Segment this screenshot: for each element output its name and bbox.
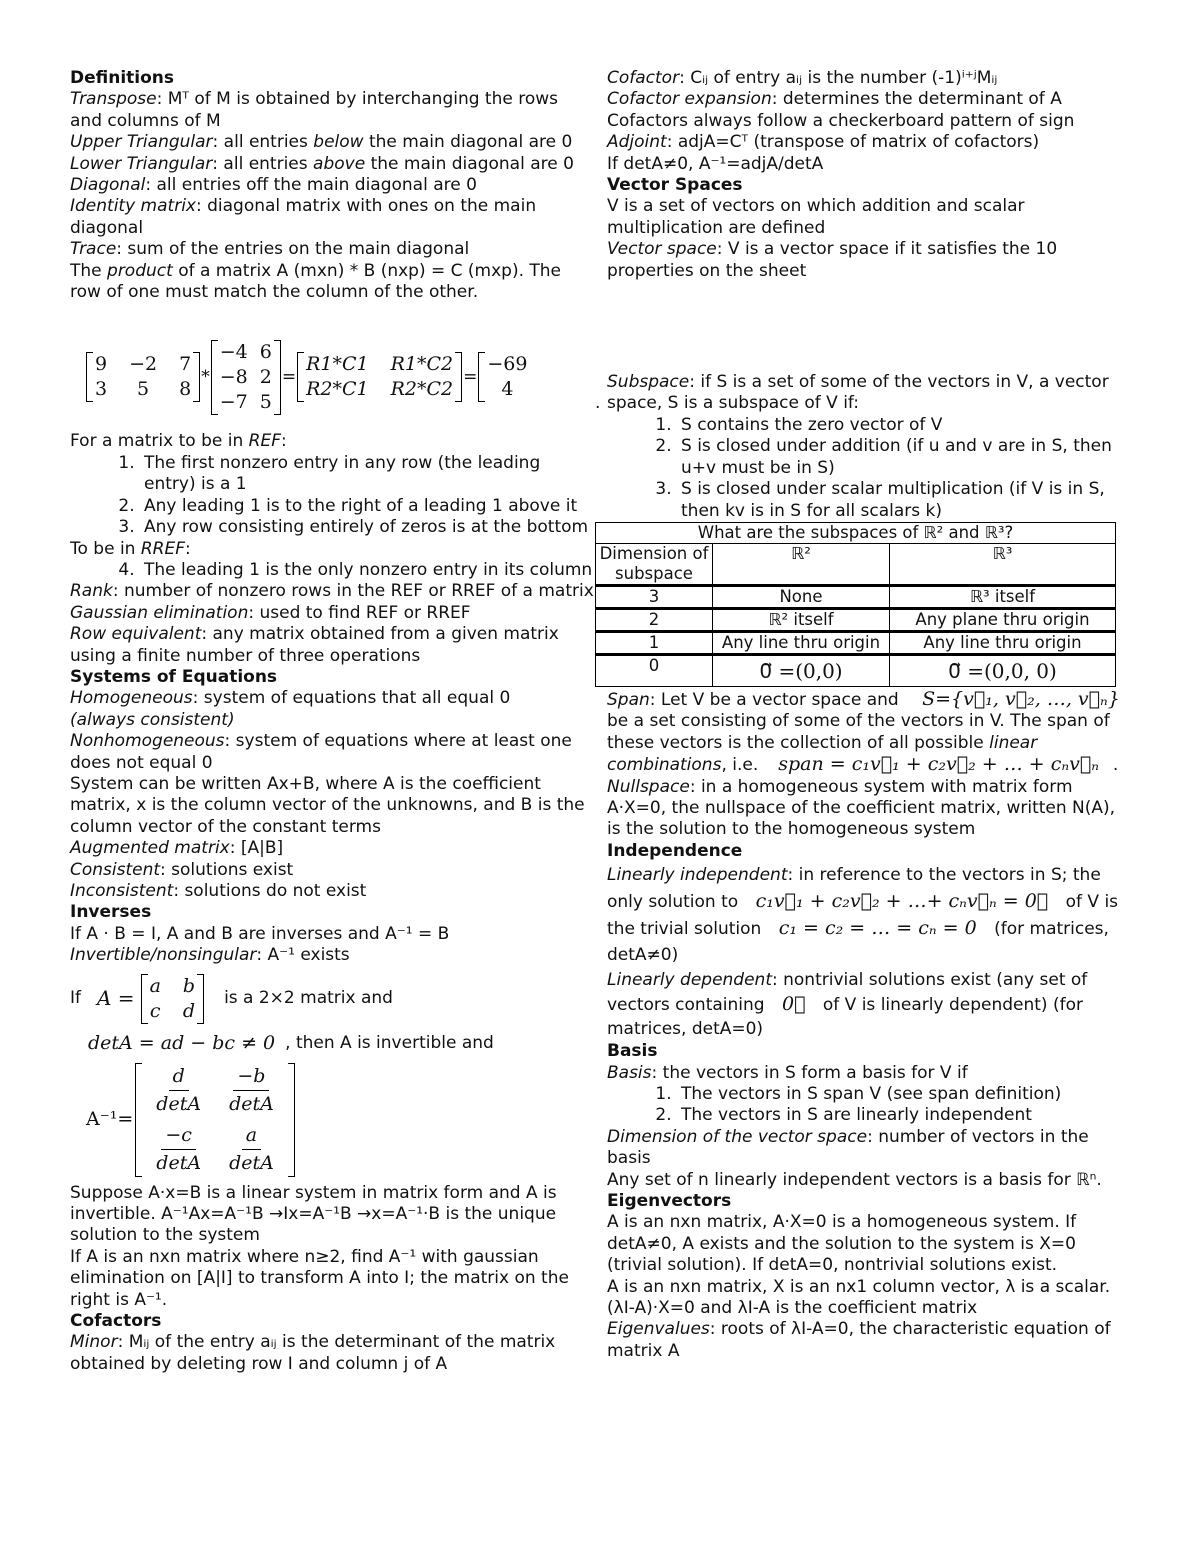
subspace-list bbox=[607, 415, 1132, 522]
list-item: 1. S contains the zero vector of V bbox=[677, 415, 1132, 436]
nonhomogeneous-def: Nonhomogeneous: system of equations where at least one does not equal 0 bbox=[70, 731, 572, 773]
right-column bbox=[595, 68, 1132, 1362]
diagonal-def: Diagonal: all entries off the main diagonal are 0 bbox=[70, 175, 477, 196]
list-item: 3. S is closed under scalar multiplication (if V is in S, then kv is in S for all scalars k) bbox=[677, 479, 1132, 522]
system-form-text: System can be written Ax+B, where A is the coefficient matrix, x is the column vector of the unknowns, and B is the column vector of the constant terms bbox=[70, 773, 585, 837]
eigen-text-1: A is an nxn matrix, A·X=0 is a homogeneous system. If detA≠0, A exists and the solution to the system is X=0 (trivial solution). If detA=0, nontrivial solutions exist. bbox=[607, 1212, 1077, 1276]
cofactor-expansion-def: Cofactor expansion: determines the determinant of A bbox=[607, 89, 1062, 110]
augmented-def: Augmented matrix: [A|B] bbox=[70, 838, 284, 859]
determinant-line: detA = ad − bc ≠ 0 , then A is invertible and bbox=[88, 1031, 494, 1054]
cofactor-def: Cofactor: Cᵢⱼ of entry aᵢⱼ is the number (-1)ⁱ⁺ʲMᵢⱼ bbox=[607, 68, 998, 88]
two-by-two-matrix-line: If A = a b c d is a 2×2 matrix and bbox=[70, 974, 393, 1022]
inverse-formula: A⁻¹= $\frac{d}{\det A}$ $\frac{-b}{\det A}$ $\frac{-c}{\det A}$ $\frac{a}{\det A}$ bbox=[86, 1057, 595, 1183]
consistent-def: Consistent: solutions exist bbox=[70, 859, 294, 880]
rref-intro: To be in RREF: bbox=[70, 538, 191, 559]
table-header: ℝ³ bbox=[890, 543, 1116, 585]
matrix-product-example: 9 −2 7 3 5 8 * −4 6 −8 2 −7 5 = R1*C1 R1*C2 R2*C1 R2*C2 = −69 4 bbox=[86, 329, 595, 425]
homogeneous-def: Homogeneous: system of equations that all equal 0 (always consistent) bbox=[70, 688, 511, 730]
product-def: The product of a matrix A (mxn) * B (nxp) = C (mxp). The row of one must match the column of the other. bbox=[70, 260, 562, 303]
upper-triangular-def: Upper Triangular: all entries below the main diagonal are 0 bbox=[70, 132, 573, 153]
ref-intro: For a matrix to be in REF: bbox=[70, 431, 287, 452]
inconsistent-def: Inconsistent: solutions do not exist bbox=[70, 881, 367, 901]
list-item: 2. Any leading 1 is to the right of a leading 1 above it bbox=[140, 496, 595, 517]
eigenvalues-def: Eigenvalues: roots of λI-A=0, the characteristic equation of matrix A bbox=[607, 1319, 1111, 1361]
systems-heading: Systems of Equations bbox=[70, 666, 278, 687]
nullspace-def: Nullspace: in a homogeneous system with matrix form A·X=0, the nullspace of the coefficient matrix, written N(A), is the solution to the homogeneous system bbox=[607, 776, 1116, 840]
list-item: 1. The vectors in S span V (see span definition) bbox=[677, 1084, 1132, 1105]
list-item: 2. The vectors in S are linearly independent bbox=[677, 1105, 1132, 1126]
definitions-heading: Definitions bbox=[70, 68, 175, 88]
adjoint-inverse-text: If detA≠0, A⁻¹=adjA/detA bbox=[607, 153, 824, 174]
table-row: 2 ℝ² itself Any plane thru origin bbox=[596, 608, 1116, 631]
minor-def: Minor: Mᵢⱼ of the entry aᵢⱼ is the determinant of the matrix obtained by deleting row I and column j of A bbox=[70, 1332, 556, 1374]
nxn-inverse-text: If A is an nxn matrix where n≥2, find A⁻¹ with gaussian elimination on [A|I] to transform A into I; the matrix on the right is A⁻¹. bbox=[70, 1246, 569, 1310]
eigen-text-2: A is an nxn matrix, X is an nx1 column vector, λ is a scalar. (λI-A)·X=0 and λI-A is the coefficient matrix bbox=[607, 1276, 1111, 1319]
matrix-result-numeric: −69 4 bbox=[478, 352, 536, 402]
vector-set-text: V is a set of vectors on which addition and scalar multiplication are defined bbox=[607, 196, 1025, 238]
span-def-cont: be a set consisting of some of the vectors in V. The span of these vectors is the collection of all possible linear combinations, i.e. span = c₁v⃗₁ + c₂v⃗₂ + … + cₙv⃗ₙ . bbox=[607, 711, 1119, 776]
gaussian-def: Gaussian elimination: used to find REF or RREF bbox=[70, 602, 471, 623]
table-header: Dimension of subspace bbox=[596, 543, 713, 585]
basis-def: Basis: the vectors in S form a basis for V if bbox=[607, 1062, 968, 1083]
linearly-dependent-def: Linearly dependent: nontrivial solutions exist (any set of vectors containing 0⃗ of V is linearly dependent) (for matrices, detA=0) bbox=[607, 970, 1088, 1040]
table-caption: What are the subspaces of ℝ² and ℝ³? bbox=[596, 522, 1116, 543]
list-item: 1. The first nonzero entry in any row (the leading entry) is a 1 bbox=[140, 453, 595, 496]
inverse-text: If A · B = I, A and B are inverses and A⁻¹ = B bbox=[70, 923, 450, 944]
ref-list bbox=[70, 453, 595, 539]
transpose-def: Transpose: Mᵀ of M is obtained by interchanging the rows and columns of M bbox=[70, 89, 559, 131]
linearly-independent-def: Linearly independent: in reference to the vectors in S; the only solution to c₁v⃗₁ + c₂v⃗₂ + …+ cₙv⃗ₙ = 0⃗ of V is the trivial solution c₁ = c₂ = … = cₙ = 0 (for matrices, detA≠0) bbox=[607, 865, 1119, 966]
table-row: 3 None ℝ³ itself bbox=[596, 585, 1116, 608]
matrix-3x2: −4 6 −8 2 −7 5 bbox=[211, 340, 281, 415]
table-row: 1 Any line thru origin Any line thru origin bbox=[596, 631, 1116, 654]
list-item: 4. The leading 1 is the only nonzero entry in its column bbox=[140, 560, 595, 581]
row-equivalent-def: Row equivalent: any matrix obtained from a given matrix using a finite number of three operations bbox=[70, 624, 559, 666]
subspace-def: . Subspace: if S is a set of some of the vectors in V, a vector space, S is a subspace of V if: bbox=[595, 372, 1109, 414]
rref-list bbox=[70, 560, 595, 581]
table-header: ℝ² bbox=[713, 543, 890, 585]
inverses-heading: Inverses bbox=[70, 902, 152, 923]
basis-heading: Basis bbox=[607, 1041, 658, 1062]
list-item: 3. Any row consisting entirely of zeros is at the bottom bbox=[140, 517, 595, 538]
lower-triangular-def: Lower Triangular: all entries above the main diagonal are 0 bbox=[70, 153, 574, 174]
invertible-def: Invertible/nonsingular: A⁻¹ exists bbox=[70, 945, 350, 966]
matrix-2x2: a b c d bbox=[141, 974, 205, 1024]
subspace-table bbox=[595, 522, 1116, 687]
vector-space-def: Vector space: V is a vector space if it satisfies the 10 properties on the sheet bbox=[607, 239, 1058, 281]
list-item: 2. S is closed under addition (if u and v are in S, then u+v must be in S) bbox=[677, 436, 1132, 479]
eigenvectors-heading: Eigenvectors bbox=[607, 1191, 732, 1211]
span-def: Span: Let V be a vector space and S={v⃗₁, v⃗₂, …, v⃗ₙ} bbox=[607, 687, 1120, 710]
adjoint-def: Adjoint: adjA=Cᵀ (transpose of matrix of cofactors) bbox=[607, 132, 1040, 153]
table-row: 0 0⃗ =(0,0) 0⃗ =(0,0, 0) bbox=[596, 654, 1116, 686]
independence-heading: Independence bbox=[607, 840, 743, 861]
trace-def: Trace: sum of the entries on the main diagonal bbox=[70, 239, 470, 260]
basis-any-set-text: Any set of n linearly independent vectors is a basis for ℝⁿ. bbox=[607, 1169, 1102, 1190]
cofactors-heading: Cofactors bbox=[70, 1311, 162, 1332]
dimension-def: Dimension of the vector space: number of vectors in the basis bbox=[607, 1126, 1089, 1169]
suppose-text: Suppose A·x=B is a linear system in matrix form and A is invertible. A⁻¹Ax=A⁻¹B →Ix=A⁻¹B →x=A⁻¹·B is the unique solution to the system bbox=[70, 1182, 557, 1246]
inverse-matrix: $\frac{d}{\det A}$ $\frac{-b}{\det A}$ $\frac{-c}{\det A}$ $\frac{a}{\det A}$ bbox=[135, 1063, 295, 1177]
rank-def: Rank: number of nonzero rows in the REF or RREF of a matrix bbox=[70, 581, 594, 602]
checkerboard-text: Cofactors always follow a checkerboard pattern of sign bbox=[607, 110, 1075, 131]
matrix-result-symbolic: R1*C1 R1*C2 R2*C1 R2*C2 bbox=[297, 352, 462, 402]
identity-def: Identity matrix: diagonal matrix with ones on the main diagonal bbox=[70, 196, 537, 238]
basis-list bbox=[607, 1084, 1132, 1127]
matrix-2x3: 9 −2 7 3 5 8 bbox=[86, 352, 200, 402]
left-column bbox=[70, 68, 595, 1375]
vector-spaces-heading: Vector Spaces bbox=[607, 175, 743, 196]
